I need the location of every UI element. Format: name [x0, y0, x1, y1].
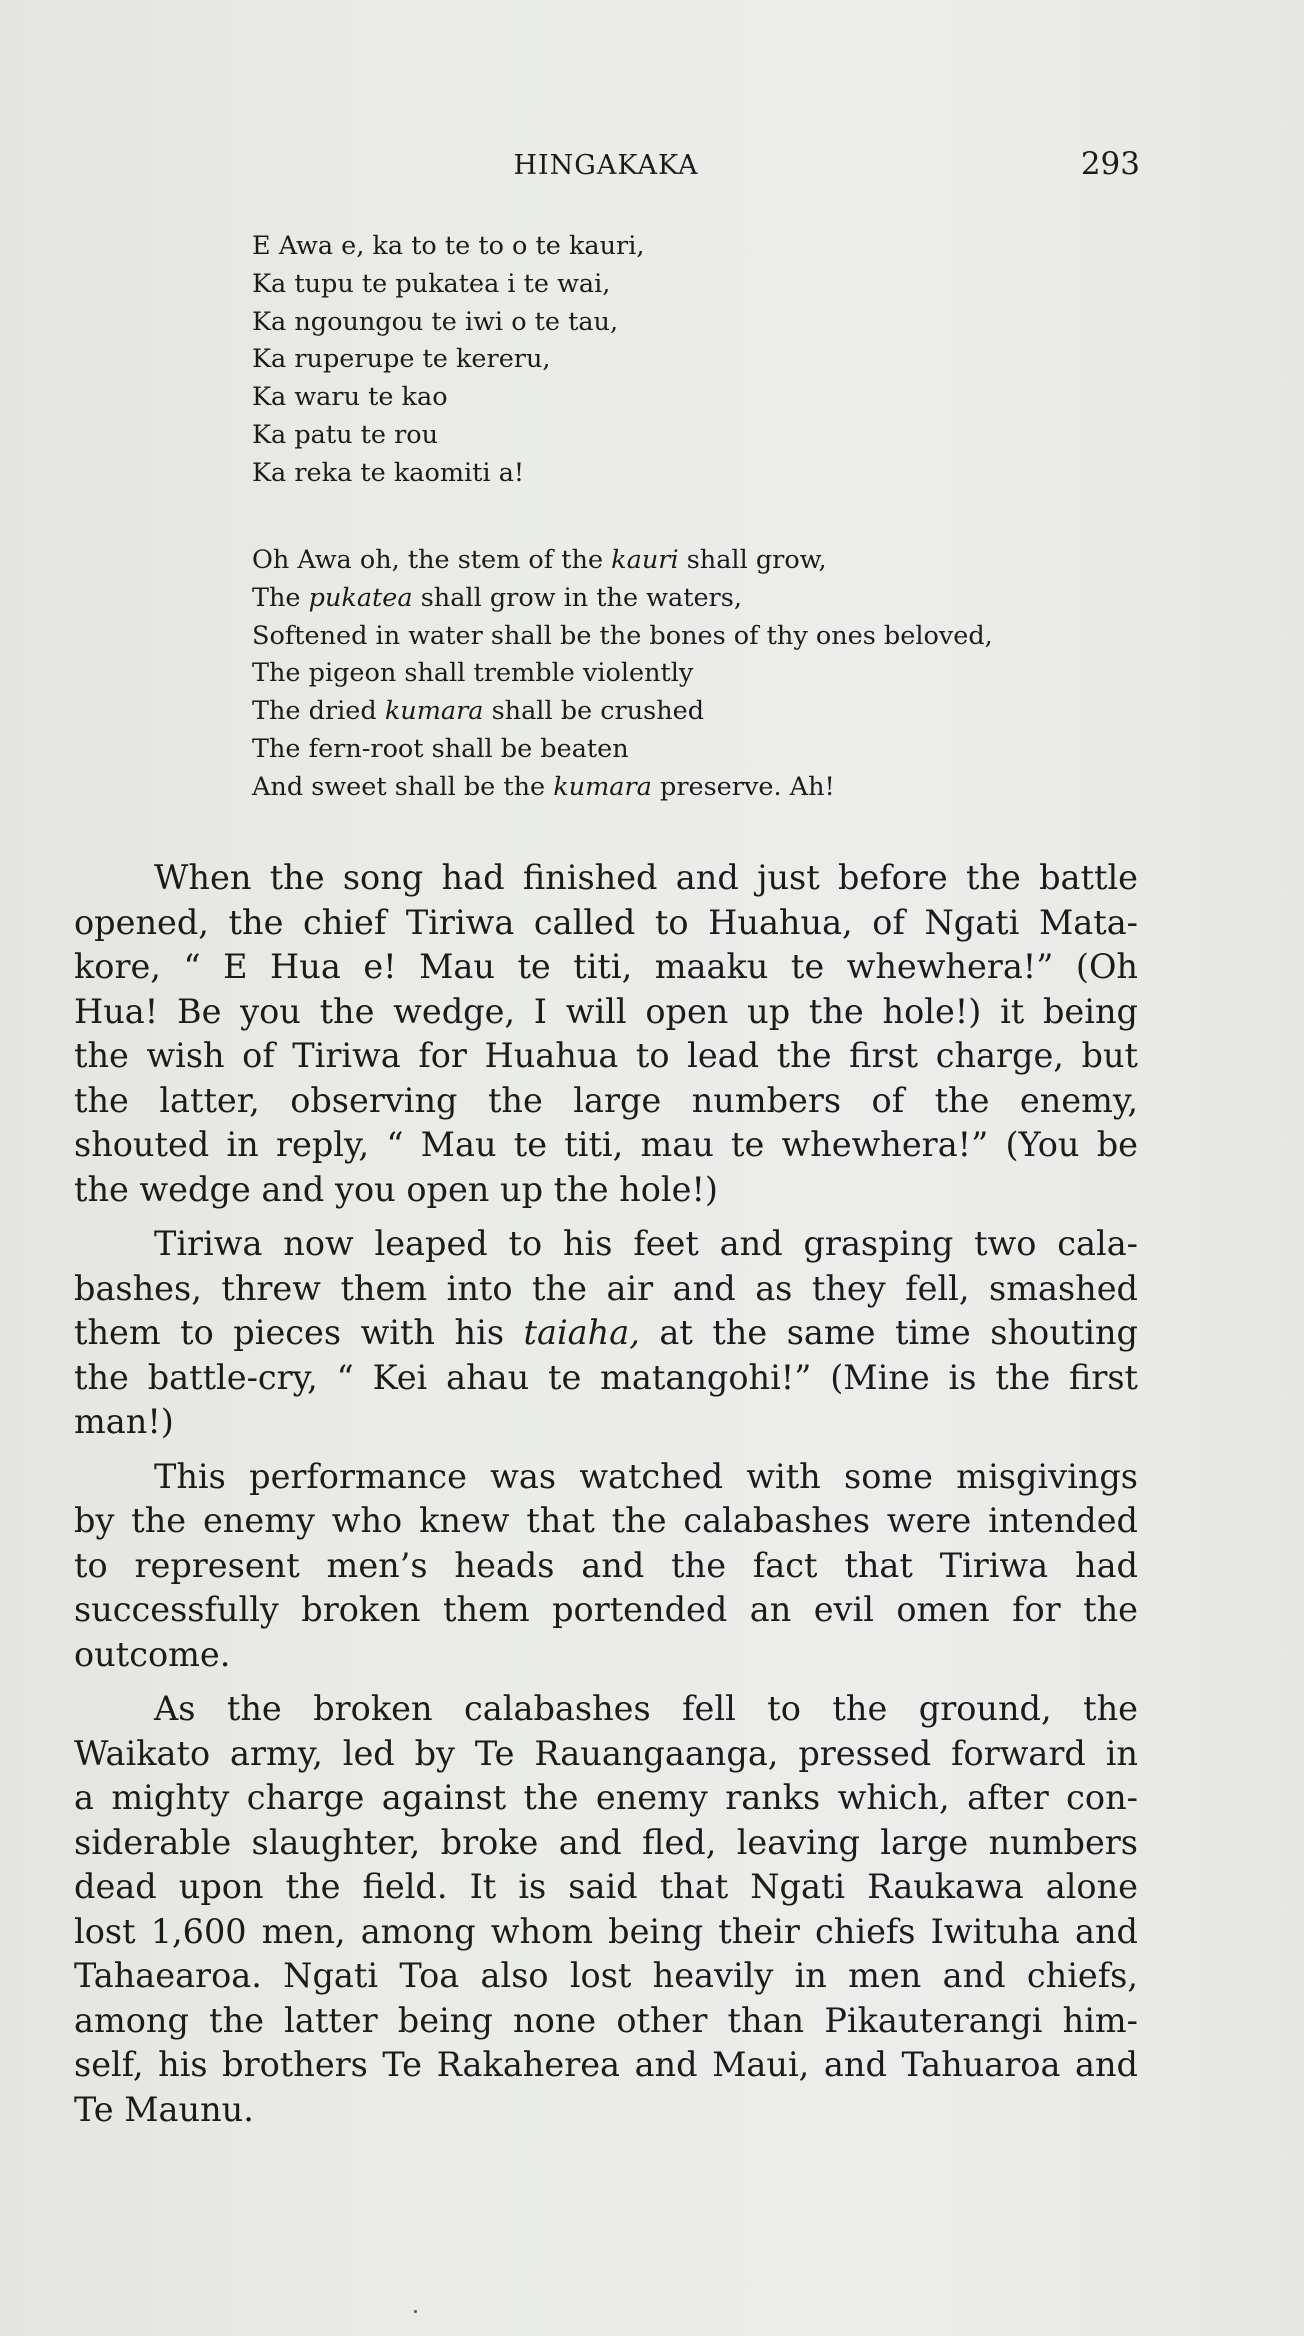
paragraph-2	[74, 1222, 1138, 1445]
text-line: to represent men’s heads and the fact that Tiriwa had	[74, 1545, 1138, 1585]
text-line: opened, the chief Tiriwa called to Huahua, of Ngati Mata-	[74, 902, 1138, 942]
text-line: lost 1,600 men, among whom being their chiefs Iwituha and	[74, 1911, 1138, 1951]
verse-line: The pukatea shall grow in the waters,	[252, 582, 742, 613]
verse-line: The dried kumara shall be crushed	[252, 696, 705, 727]
text-line: man!)	[74, 1402, 174, 1441]
text-line: Tiriwa now leaped to his feet and grasping two cala-	[154, 1224, 1138, 1263]
text-line: This performance was watched with some misgivings	[154, 1456, 1138, 1496]
paragraph-4	[74, 1687, 1138, 2132]
text-line: dead upon the field. It is said that Ngati Raukawa alone	[74, 1867, 1138, 1906]
text-line: Tahaearoa. Ngati Toa also lost heavily in men and chiefs,	[74, 1956, 1138, 1995]
verse-line: Ka ngoungou te iwi o te tau,	[252, 306, 619, 337]
verse-line: The pigeon shall tremble violently	[252, 658, 694, 689]
text-line: a mighty charge against the enemy ranks which, after con-	[74, 1778, 1138, 1817]
running-title: HINGAKAKA	[513, 150, 699, 181]
verse-line: Ka patu te rou	[252, 419, 439, 450]
verse-line: Ka ruperupe te kereru,	[252, 344, 551, 375]
paragraph-3	[74, 1455, 1138, 1678]
verse-line: Ka tupu te pukatea i te wai,	[252, 268, 611, 299]
text-line: As the broken calabashes fell to the ground, the	[154, 1689, 1138, 1728]
text-line: them to pieces with his taiaha, at the same time shouting	[74, 1313, 1138, 1352]
verse-line: Oh Awa oh, the stem of the kauri shall grow,	[252, 545, 827, 575]
text-line: bashes, threw them into the air and as they fell, smashed	[74, 1268, 1138, 1308]
text-line: Te Maunu.	[74, 2089, 254, 2129]
maori-verse	[252, 228, 644, 493]
verse-line: Ka reka te kaomiti a!	[252, 457, 525, 488]
text-line: When the song had finished and just before the battle	[154, 858, 1138, 897]
verse-line: The fern-root shall be beaten	[252, 733, 629, 764]
text-line: shouted in reply, “ Mau te titi, mau te whewhera!” (You be	[74, 1125, 1138, 1164]
text-line: Waikato army, led by Te Rauangaanga, pressed forward in	[74, 1733, 1138, 1773]
text-line: the latter, observing the large numbers of the enemy,	[74, 1080, 1138, 1120]
text-line: the battle-cry, “ Kei ahau te matangohi!” (Mine is the first	[74, 1357, 1138, 1397]
text-line: self, his brothers Te Rakaherea and Maui, and Tahuaroa and	[74, 2045, 1138, 2084]
verse-line: Ka waru te kao	[252, 382, 448, 413]
english-verse	[252, 542, 993, 807]
text-line: by the enemy who knew that the calabashes were intended	[74, 1501, 1138, 1540]
text-line: the wish of Tiriwa for Huahua to lead the first charge, but	[74, 1036, 1138, 1075]
text-line: the wedge and you open up the hole!)	[74, 1169, 718, 1209]
text-line: kore, “ E Hua e! Mau te titi, maaku te whewhera!” (Oh	[74, 947, 1138, 986]
text-line: outcome.	[74, 1634, 231, 1674]
text-line: siderable slaughter, broke and fled, leaving large numbers	[74, 1822, 1138, 1862]
verse-line: E Awa e, ka to te to o te kauri,	[252, 231, 645, 261]
verse-line: And sweet shall be the kumara preserve. Ah!	[252, 771, 835, 802]
paragraph-1	[74, 856, 1138, 1212]
running-head	[0, 146, 1304, 186]
text-line: among the latter being none other than Pikauterangi him-	[74, 2000, 1138, 2040]
body-text	[74, 856, 1138, 2142]
text-line: successfully broken them portended an evil omen for the	[74, 1590, 1138, 1629]
verse-line: Softened in water shall be the bones of thy ones beloved,	[252, 620, 993, 651]
text-line: Hua! Be you the wedge, I will open up the hole!) it being	[74, 991, 1138, 1031]
page-number: 293	[1080, 146, 1140, 182]
print-speck	[414, 2310, 417, 2313]
